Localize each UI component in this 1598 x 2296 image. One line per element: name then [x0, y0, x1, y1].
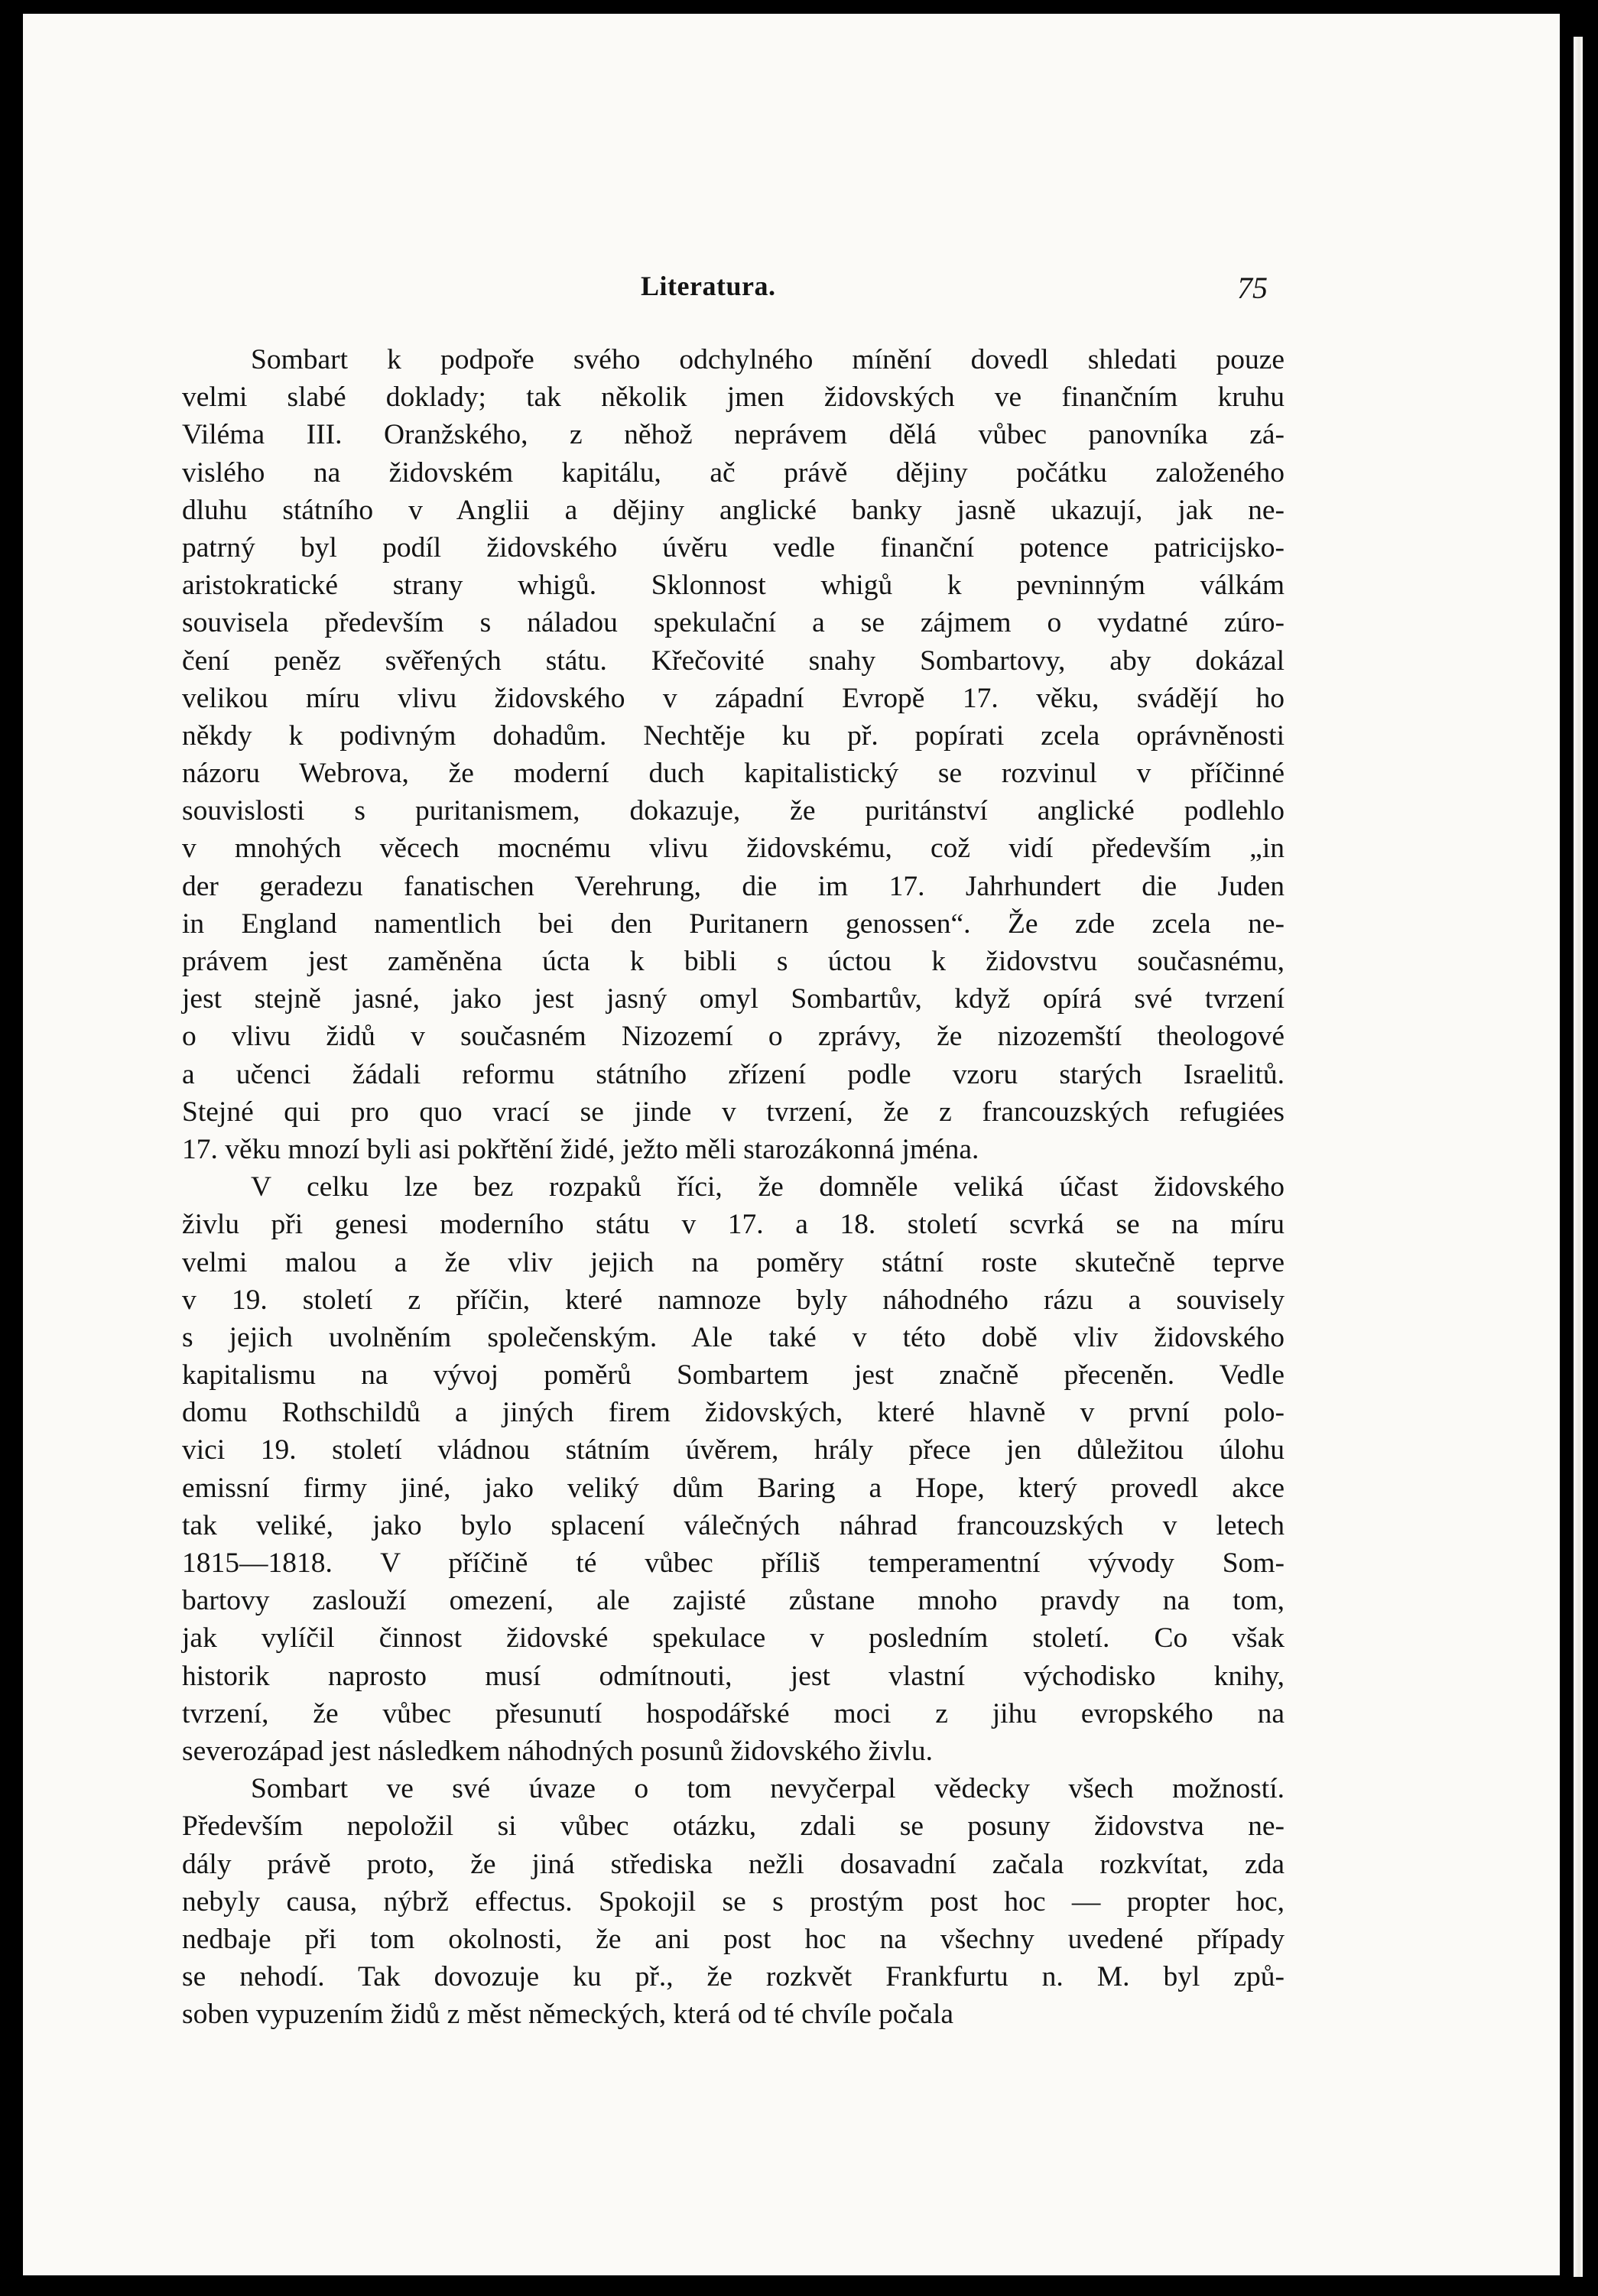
running-title: Literatura.: [641, 271, 776, 301]
text-line: Především nepoložil si vůbec otázku, zdali se posuny židovstva ne-: [182, 1810, 1285, 1843]
text-line: jest stejně jasné, jako jest jasný omyl Sombartův, když opírá své tvrzení: [182, 983, 1285, 1015]
text-line: a učenci žádali reformu státního zřízení podle vzoru starých Israelitů.: [182, 1058, 1285, 1090]
text-line: právem jest zaměněna úcta k bibli s úctou k židovstvu současnému,: [182, 946, 1285, 977]
text-line: severozápad jest následkem náhodných posunů židovského živlu.: [182, 1735, 934, 1767]
text-line: Stejné qui pro quo vrací se jinde v tvrzení, že z francouzských refugiées: [182, 1096, 1285, 1128]
text-line: někdy k podivným dohadům. Nechtěje ku př. popírati zcela oprávněnosti: [182, 719, 1285, 752]
page-header: [23, 270, 1560, 316]
text-line: názoru Webrova, že moderní duch kapitalistický se rozvinul v příčinné: [182, 758, 1285, 790]
text-line: velikou míru vlivu židovského v západní Evropě 17. věku, svádějí ho: [182, 682, 1285, 714]
paragraph: [182, 1770, 1285, 2033]
text-line: kapitalismu na vývoj poměrů Sombartem jest značně přeceněn. Vedle: [182, 1359, 1285, 1392]
page-number: 75: [1237, 271, 1268, 305]
text-line: čení peněz svěřených státu. Křečovité snahy Sombartovy, aby dokázal: [182, 645, 1285, 677]
paragraph: [182, 1168, 1285, 1770]
text-line: v 19. století z příčin, které namnoze byly náhodného rázu a souvisely: [182, 1284, 1285, 1316]
text-line: domu Rothschildů a jiných firem židovských, které hlavně v první polo-: [182, 1397, 1285, 1429]
text-line: Sombart k podpoře svého odchylného mínění dovedl shledati pouze: [251, 344, 1285, 375]
text-line: nedbaje při tom okolnosti, že ani post hoc na všechny uvedené případy: [182, 1923, 1285, 1955]
text-line: se nehodí. Tak dovozuje ku př., že rozkvět Frankfurtu n. M. byl způ-: [182, 1961, 1285, 1993]
text-line: aristokratické strany whigů. Sklonnost whigů k pevninným válkám: [182, 570, 1285, 602]
text-line: s jejich uvolněním společenským. Ale také v této době vliv židovského: [182, 1321, 1285, 1353]
text-line: velmi malou a že vliv jejich na poměry státní roste skutečně teprve: [182, 1246, 1285, 1278]
text-line: Sombart ve své úvaze o tom nevyčerpal vědecky všech možností.: [251, 1773, 1285, 1805]
text-line: jak vylíčil činnost židovské spekulace v posledním století. Co však: [182, 1622, 1285, 1655]
book-page: [23, 14, 1560, 2275]
text-line: emissní firmy jiné, jako veliký dům Baring a Hope, který provedl akce: [182, 1472, 1285, 1504]
text-line: vislého na židovském kapitálu, ač právě dějiny počátku založeného: [182, 456, 1285, 489]
text-line: patrný byl podíl židovského úvěru vedle finanční potence patricijsko-: [182, 531, 1285, 563]
text-line: soben vypuzením židů z měst německých, která od té chvíle počala: [182, 1999, 954, 2031]
text-line: in England namentlich bei den Puritanern genossen“. Že zde zcela ne-: [182, 908, 1285, 940]
text-line: tak veliké, jako bylo splacení válečných náhrad francouzských v letech: [182, 1509, 1285, 1541]
text-line: v mnohých věcech mocnému vlivu židovskému, což vidí především „in: [182, 833, 1285, 865]
text-line: vici 19. století vládnou státním úvěrem, hrály přece jen důležitou úlohu: [182, 1434, 1285, 1466]
text-line: souvislosti s puritanismem, dokazuje, že puritánství anglické podlehlo: [182, 795, 1285, 827]
text-line: souvisela především s náladou spekulační a se zájmem o vydatné zúro-: [182, 607, 1285, 639]
text-line: velmi slabé doklady; tak několik jmen židovských ve finančním kruhu: [182, 382, 1285, 414]
text-line: dály právě proto, že jiná střediska nežli dosavadní začala rozkvítat, zda: [182, 1848, 1285, 1880]
page-edge-shadow: [1574, 37, 1583, 2277]
text-line: dluhu státního v Anglii a dějiny anglické banky jasně ukazují, jak ne-: [182, 494, 1285, 526]
text-line: Viléma III. Oranžského, z něhož neprávem dělá vůbec panovníka zá-: [182, 419, 1285, 451]
text-line: bartovy zaslouží omezení, ale zajisté zůstane mnoho pravdy na tom,: [182, 1585, 1285, 1617]
text-line: der geradezu fanatischen Verehrung, die im 17. Jahrhundert die Juden: [182, 870, 1285, 902]
text-line: tvrzení, že vůbec přesunutí hospodářské moci z jihu evropského na: [182, 1697, 1285, 1729]
text-line: 1815—1818. V příčině té vůbec příliš temperamentní vývody Som-: [182, 1547, 1285, 1579]
body-text: [182, 341, 1285, 2033]
text-line: 17. věku mnozí byli asi pokřtění židé, ježto měli starozákonná jména.: [182, 1133, 979, 1165]
text-line: V celku lze bez rozpaků říci, že domněle veliká účast židovského: [251, 1171, 1285, 1203]
text-line: živlu při genesi moderního státu v 17. a 18. století scvrká se na míru: [182, 1209, 1285, 1241]
paragraph: [182, 341, 1285, 1168]
text-line: nebyly causa, nýbrž effectus. Spokojil se s prostým post hoc — propter hoc,: [182, 1885, 1285, 1918]
text-line: o vlivu židů v současném Nizozemí o zprávy, že nizozemští theologové: [182, 1021, 1285, 1053]
text-line: historik naprosto musí odmítnouti, jest vlastní východisko knihy,: [182, 1660, 1285, 1692]
